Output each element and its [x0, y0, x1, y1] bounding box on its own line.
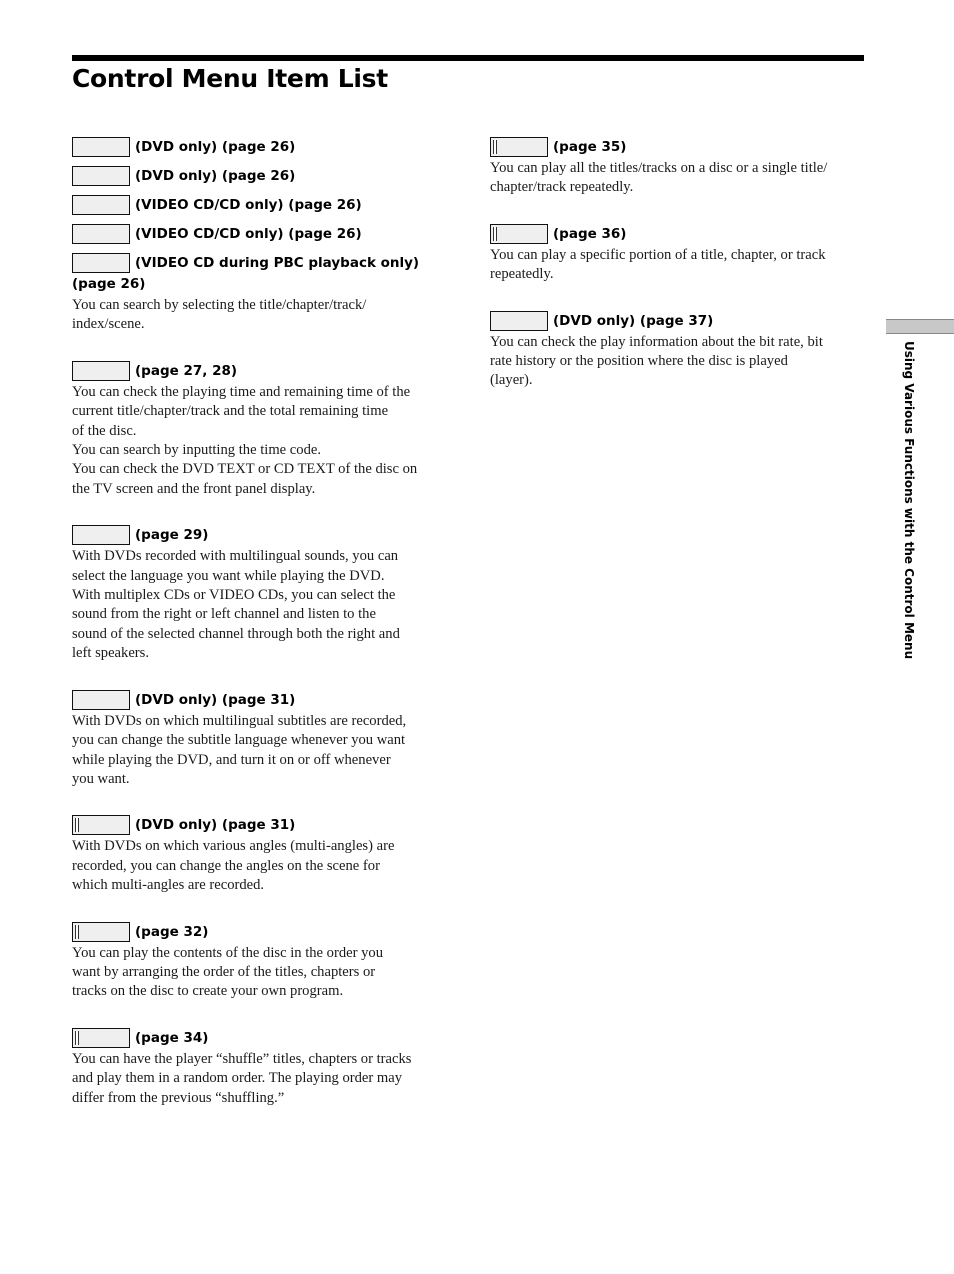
entry-description: [72, 712, 444, 790]
page-title: Control Menu Item List: [72, 64, 388, 93]
entry-head: [72, 814, 444, 836]
entry-head-label: (DVD only) (page 31): [135, 817, 296, 834]
description-line: want by arranging the order of the titles, chapters or: [72, 963, 376, 980]
menu-icon-box: [72, 224, 130, 244]
description-line: recorded, you can change the angles on the scene for: [72, 857, 380, 874]
entry-head: [72, 252, 444, 274]
description-line: select the language you want while playing the DVD.: [72, 567, 385, 584]
description-line: With DVDs on which multilingual subtitles are recorded,: [72, 712, 407, 729]
menu-icon-box: [490, 224, 548, 244]
entry-head: [490, 223, 866, 245]
description-line: You can play all the titles/tracks on a disc or a single title/: [490, 160, 828, 176]
entry-a-b-repeat: [490, 223, 866, 285]
entry-head-label: (VIDEO CD/CD only) (page 26): [135, 226, 362, 242]
entry-description: [72, 296, 444, 335]
menu-icon-box: [72, 690, 130, 710]
entry-advanced: [490, 310, 866, 391]
entry-head: [72, 165, 444, 187]
menu-icon-box: [72, 525, 130, 545]
description-line: You can check the DVD TEXT or CD TEXT of the disc on: [72, 461, 418, 478]
entry-head-label: (page 34): [135, 1029, 209, 1046]
description-line: of the disc.: [72, 422, 137, 439]
entry-head: [490, 136, 866, 158]
entry-head-label: (DVD only) (page 37): [553, 312, 714, 329]
description-line: chapter/track repeatedly.: [490, 179, 634, 196]
entry-head-label: (page 36): [553, 225, 627, 242]
description-line: tracks on the disc to create your own program.: [72, 983, 344, 1000]
menu-icon-box: [72, 815, 130, 835]
menu-icon-box: [72, 922, 130, 942]
entry-audio: [72, 524, 444, 663]
entry-subtitle: [72, 689, 444, 790]
entry-head: [72, 360, 444, 382]
description-line: while playing the DVD, and turn it on or off whenever: [72, 751, 391, 768]
description-line: you can change the subtitle language whenever you want: [72, 732, 406, 749]
entry-head-label: (page 27, 28): [135, 362, 238, 379]
menu-icon-box: [72, 137, 130, 157]
entry-head-label: (DVD only) (page 31): [135, 691, 296, 708]
description-line: You can play a specific portion of a title, chapter, or track: [490, 246, 826, 263]
description-line: You can check the playing time and remaining time of the: [72, 383, 411, 400]
description-line: You can check the play information about the bit rate, bit: [490, 333, 823, 350]
entry-head: [72, 524, 444, 546]
description-line: sound from the right or left channel and listen to the: [72, 606, 376, 623]
description-line: differ from the previous “shuffling.”: [72, 1089, 285, 1106]
entry-head-label: (page 35): [553, 139, 627, 155]
entry-head-label: (DVD only) (page 26): [135, 168, 296, 184]
entry-description: [72, 383, 444, 499]
entry-head: [72, 136, 444, 158]
entry-shuffle: [72, 1027, 444, 1108]
entry-description: [490, 159, 866, 198]
top-rule: [72, 55, 864, 61]
description-line: With multiplex CDs or VIDEO CDs, you can select the: [72, 587, 396, 604]
entry-description: [72, 547, 444, 663]
description-line: You can play the contents of the disc in the order you: [72, 944, 384, 961]
menu-icon-box: [72, 1028, 130, 1048]
entry-head: [72, 1027, 444, 1049]
entry-head-label: (page 29): [135, 527, 209, 544]
entry-head-continuation: (page 26): [72, 276, 146, 292]
entry-time-text: [72, 360, 444, 499]
entry-program: [72, 921, 444, 1002]
entry-head: [72, 194, 444, 216]
description-line: You can have the player “shuffle” titles, chapters or tracks: [72, 1050, 412, 1067]
entry-head: [72, 689, 444, 711]
description-line: With DVDs recorded with multilingual sounds, you can: [72, 548, 399, 565]
entry-description: [490, 333, 866, 391]
entry-angle: [72, 814, 444, 895]
description-line: With DVDs on which various angles (multi-angles) are: [72, 838, 395, 855]
entry-repeat: [490, 136, 866, 198]
menu-icon-box: [72, 195, 130, 215]
description-line: rate history or the position where the disc is played: [490, 353, 788, 370]
entry-description: [490, 246, 866, 285]
description-line: sound of the selected channel through both the right and: [72, 625, 400, 642]
menu-icon-box: [72, 166, 130, 186]
entry-description: [72, 837, 444, 895]
entry-description: [72, 944, 444, 1002]
section-tab: [886, 319, 954, 334]
entry-description: [72, 1050, 444, 1108]
entry-head: [72, 223, 444, 245]
description-line: which multi-angles are recorded.: [72, 877, 265, 894]
left-column: [72, 136, 444, 1133]
description-line: the TV screen and the front panel display.: [72, 480, 316, 497]
menu-icon-box: [490, 311, 548, 331]
entry-head-label: (DVD only) (page 26): [135, 139, 296, 155]
description-line: left speakers.: [72, 645, 149, 662]
description-line: current title/chapter/track and the total remaining time: [72, 403, 389, 420]
menu-icon-box: [72, 253, 130, 273]
description-line: and play them in a random order. The playing order may: [72, 1070, 403, 1087]
section-side-label: Using Various Functions with the Control Menu: [902, 341, 916, 660]
description-line: You can search by selecting the title/chapter/track/: [72, 297, 367, 313]
entry-search: [72, 136, 444, 335]
description-line: You can search by inputting the time code.: [72, 442, 321, 459]
description-line: (layer).: [490, 372, 533, 389]
description-line: you want.: [72, 770, 130, 787]
entry-head-label: (page 32): [135, 923, 209, 940]
entry-head: [72, 921, 444, 943]
right-column: [490, 136, 866, 416]
entry-head-label: (VIDEO CD during PBC playback only): [135, 255, 420, 271]
description-line: repeatedly.: [490, 266, 554, 283]
description-line: index/scene.: [72, 316, 145, 333]
entry-head-label: (VIDEO CD/CD only) (page 26): [135, 197, 362, 213]
menu-icon-box: [72, 361, 130, 381]
menu-icon-box: [490, 137, 548, 157]
entry-head: [490, 310, 866, 332]
